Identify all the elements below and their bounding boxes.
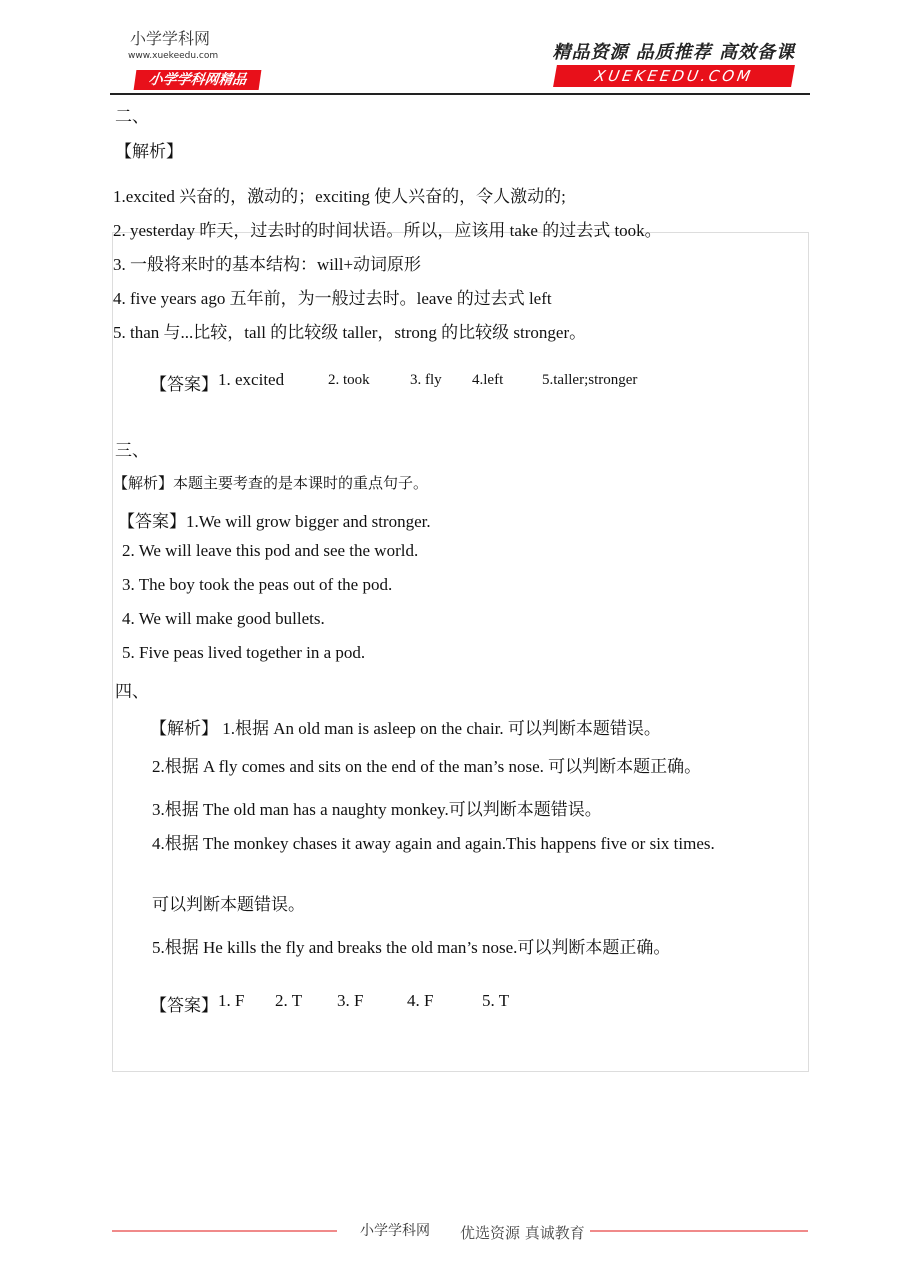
answer-line: 3. The boy took the peas out of the pod. <box>122 575 393 594</box>
answer-item: 1. excited <box>218 370 285 389</box>
analysis-line: 可以判断本题错误。 <box>152 895 305 914</box>
analysis-label: 【解析】 <box>115 142 183 161</box>
section-heading: 三、 <box>115 441 149 460</box>
answer-item: 2. took <box>328 372 370 388</box>
answer-line: 5. Five peas lived together in a pod. <box>122 643 366 662</box>
logo-text: 小学学科网 <box>130 29 211 48</box>
answer-line: 2. We will leave this pod and see the world. <box>122 541 419 560</box>
answer-line: 4. We will make good bullets. <box>122 609 325 628</box>
answer-label: 【答案】 <box>150 375 218 394</box>
footer-slogan: 优选资源 真诚教育 <box>460 1224 585 1242</box>
analysis-line: 4. five years ago 五年前，为一般过去时。leave 的过去式 left <box>113 289 552 308</box>
footer-divider-left <box>112 1230 337 1232</box>
answer-label: 【答案】 <box>150 996 218 1015</box>
site-banner: XUEKEEDU.COM <box>553 65 795 87</box>
analysis-line: 2. yesterday 昨天，过去时的时间状语。所以，应该用 take 的过去式 took。 <box>113 221 662 240</box>
answer-item: 3. F <box>337 991 364 1010</box>
answer-item: 5.taller;stronger <box>542 372 638 388</box>
analysis-line: 5. than 与...比较，tall 的比较级 taller，strong 的比较级 stronger。 <box>113 323 587 342</box>
answer-item: 4. F <box>407 991 434 1010</box>
analysis-line: 3. 一般将来时的基本结构：will+动词原形 <box>113 255 422 274</box>
answer-item: 5. T <box>482 991 510 1010</box>
slogan: 精品资源 品质推荐 高效备课 <box>552 42 795 63</box>
answer-item: 1. F <box>218 991 245 1010</box>
footer-divider-right <box>590 1230 808 1232</box>
analysis-line: 1.excited 兴奋的，激动的；exciting 使人兴奋的，令人激动的; <box>113 187 566 206</box>
brand-tag: 小学学科网精品 <box>134 70 262 90</box>
analysis-line: 【解析】 1.根据 An old man is asleep on the chair. 可以判断本题错误。 <box>150 719 661 738</box>
analysis-line: 5.根据 He kills the fly and breaks the old man’s nose.可以判断本题正确。 <box>152 938 671 957</box>
header-divider <box>110 93 810 95</box>
section-heading: 四、 <box>115 682 149 701</box>
analysis-line: 3.根据 The old man has a naughty monkey.可以判断本题错误。 <box>152 800 602 819</box>
answer-item: 2. T <box>275 991 303 1010</box>
footer-logo: 小学学科网 <box>360 1223 430 1239</box>
analysis-line: 2.根据 A fly comes and sits on the end of the man’s nose. 可以判断本题正确。 <box>152 757 702 776</box>
logo-url: www.xuekeedu.com <box>128 51 219 61</box>
analysis-line: 【解析】本题主要考查的是本课时的重点句子。 <box>113 474 429 492</box>
section-heading: 二、 <box>115 107 149 126</box>
answer-line: 【答案】1.We will grow bigger and stronger. <box>118 512 431 531</box>
analysis-line: 4.根据 The monkey chases it away again and again.This happens five or six times. <box>152 834 715 853</box>
answer-item: 4.left <box>472 372 504 388</box>
answer-item: 3. fly <box>410 372 442 388</box>
